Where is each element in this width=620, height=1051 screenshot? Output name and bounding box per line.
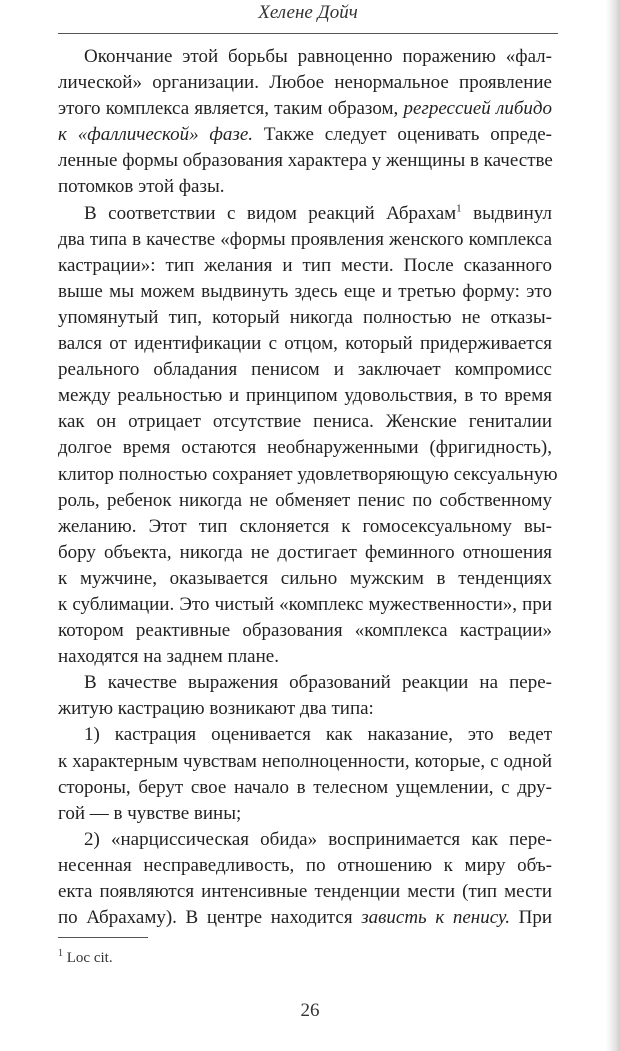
text-segment: выдвинул (461, 202, 552, 224)
text-line: Окончание этой борьбы равноценно поражению «фал- (84, 46, 552, 67)
footnote-rule (58, 937, 148, 938)
text-line: долгое время остаются необнаруженными (фригидность), (58, 437, 552, 459)
list-item-1 (58, 722, 552, 826)
text-line: екта появляются интенсивные тенденции мести (тип мести (58, 881, 552, 902)
text-line: лической» организации. Любое ненормальное проявление (58, 72, 552, 94)
text-line: потомков этой фазы. (58, 176, 225, 198)
text-line: стороны, берут свое начало в телесном ущемлении, с дру- (58, 776, 552, 798)
text-line: к характерным чувствам неполноценности, которые, с одной (58, 750, 552, 772)
text-line: бору объекта, никогда не достигает феминного отношения (58, 541, 552, 563)
text-line: 2) «нарциссическая обида» воспринимается как пере- (84, 828, 552, 850)
text-line: В качестве выражения образований реакции на пере- (84, 672, 552, 694)
footnote-ref: 1 (456, 202, 462, 215)
page-number: 26 (300, 1000, 320, 1021)
text-line: реального обладания пенисом и заключает компромисс (58, 359, 552, 381)
text-segment: по Абрахаму). В центре находится (58, 907, 362, 929)
text-line: упомянутый тип, который никогда полностью не отказы- (58, 306, 552, 328)
text-line: вался от идентификации с отцом, который придерживается (58, 333, 552, 355)
body-text (58, 44, 558, 931)
text-segment: В соответствии с видом реакций Абрахам (84, 202, 457, 224)
footnote (58, 950, 113, 967)
text-line: как он отрицает отсутствие пениса. Женские гениталии (58, 411, 552, 433)
page-edge-shadow (606, 0, 620, 1051)
text-line (58, 201, 552, 227)
italic-emphasis: к «фаллической» фазе. (58, 124, 254, 146)
text-line: находятся на заднем плане. (58, 646, 279, 668)
text-line (58, 122, 552, 148)
text-segment: этого комплекса является, таким образом, (58, 98, 404, 120)
text-segment: Также следует оценивать опреде- (253, 124, 552, 146)
italic-emphasis: регрессией либидо (403, 98, 553, 120)
text-line: роль, ребенок никогда не обменяет пенис по собственному (58, 489, 552, 511)
text-line: несенная несправедливость, по отношению к миру объ- (58, 854, 552, 876)
footnote-text: Loc cit. (66, 950, 113, 966)
running-head: Хелене Дойч (258, 2, 358, 23)
text-line: два типа в качестве «формы проявления женского комплекса (58, 228, 552, 250)
list-item-2 (58, 827, 552, 931)
text-line: к мужчине, оказывается сильно мужским в тенденциях (58, 567, 552, 589)
text-line: котором реактивные образования «комплекса кастрации» (58, 620, 552, 642)
text-line (58, 905, 552, 931)
text-line: ленные формы образования характера у женщины в качестве (58, 150, 553, 172)
text-line: выше мы можем выдвинуть здесь еще и третью форму: это (58, 280, 552, 302)
paragraph-1 (58, 44, 552, 201)
text-line: житую кастрацию возникают два типа: (58, 698, 374, 720)
text-line: кастрации»: тип желания и тип мести. После сказанного (58, 254, 552, 276)
text-line: гой — в чувстве вины; (58, 802, 242, 824)
text-line (58, 96, 552, 122)
header-rule (58, 33, 558, 34)
text-line: между реальностью и принципом удовольствия, в то время (58, 385, 552, 407)
text-segment: При (510, 907, 553, 929)
text-line: к сублимации. Это чистый «комплекс мужественности», при (58, 593, 552, 615)
italic-emphasis: зависть к пенису. (361, 907, 510, 929)
paragraph-3 (58, 670, 552, 722)
text-line: желанию. Этот тип склоняется к гомосексуальному вы- (58, 515, 552, 537)
footnote-marker: 1 (58, 948, 63, 959)
text-line: клитор полностью сохраняет удовлетворяющую сексуальную (58, 463, 558, 485)
paragraph-2 (58, 201, 558, 671)
text-line: 1) кастрация оценивается как наказание, это ведет (84, 724, 552, 746)
